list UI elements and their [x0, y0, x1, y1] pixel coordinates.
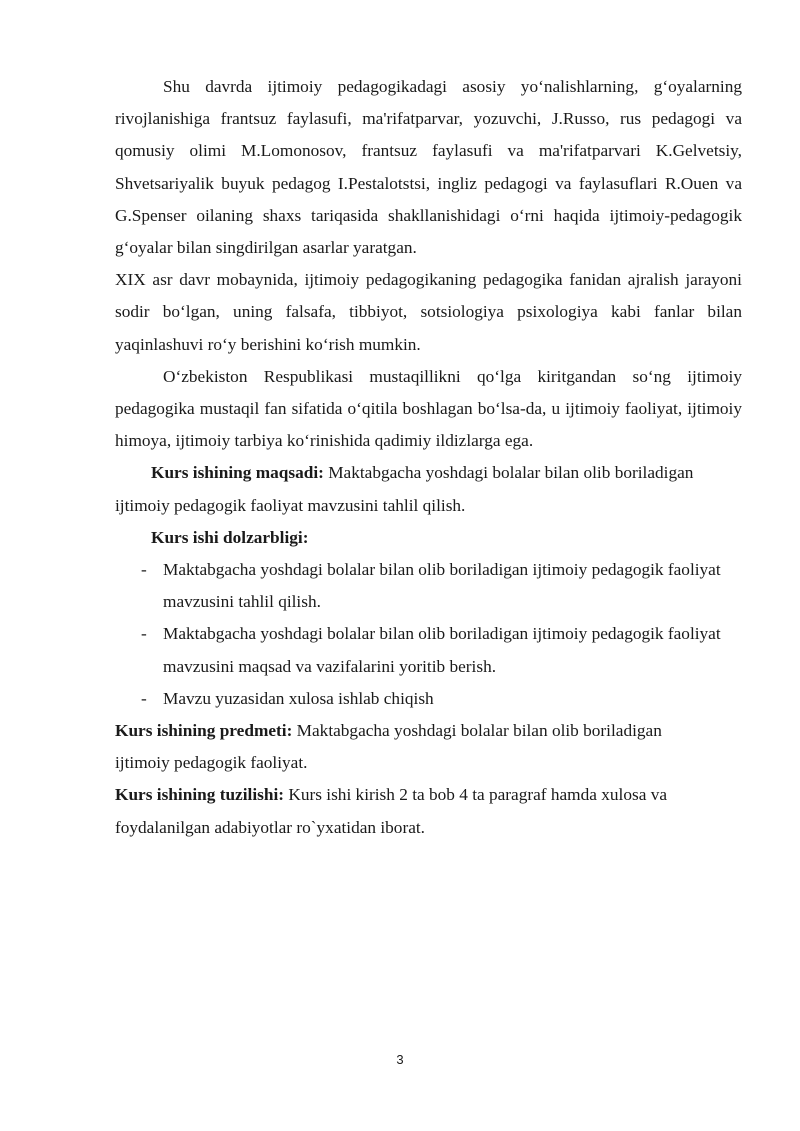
paragraph-history-thinkers: Shu davrda ijtimoiy pedagogikadagi asosiy yo‘nalishlarning, g‘oyalarning rivojlanishiga frantsuz faylasufi, ma'rifatparvar, yozuvchi, J.Russo, rus pedagogi va qomusiy olimi M.Lomonosov, frantsuz faylasufi va ma'rifatparvari K.Gelvetsiy, Shvetsariyalik buyuk pedagog I.Pestalotstsi, ingliz pedagogi va faylasuflari R.Ouen va G.Spenser oilaning shaxs tariqasida shakllanishidagi o‘rni haqida ijtimoiy-pedagogik g‘oyalar bilan singdirilgan asarlar yaratgan. — [115, 77, 742, 258]
course-subject-text: Maktabgacha yoshdagi bolalar bilan olib boriladigan ijtimoiy pedagogik faoliyat. — [115, 721, 662, 773]
course-structure-label: Kurs ishining tuzilishi: — [115, 785, 285, 805]
list-item — [115, 683, 723, 715]
list-item-text: Maktabgacha yoshdagi bolalar bilan olib boriladigan ijtimoiy pedagogik faoliyat mavzusini tahlil qilish. — [163, 560, 721, 612]
course-goal-text: Maktabgacha yoshdagi bolalar bilan olib boriladigan ijtimoiy pedagogik faoliyat mavzusini tahlil qilish. — [115, 463, 694, 515]
list-dash: - — [141, 560, 147, 580]
page-number: 3 — [396, 1052, 404, 1067]
course-relevance-heading: Kurs ishi dolzarbligi: — [151, 527, 309, 547]
course-subject-label: Kurs ishining predmeti: — [115, 721, 293, 741]
paragraph-course-structure — [115, 779, 720, 843]
list-item — [115, 618, 723, 682]
course-structure-text: Kurs ishi kirish 2 ta bob 4 ta paragraf hamda xulosa va foydalanilgan adabiyotlar ro`yxatidan iborat. — [115, 785, 668, 837]
list-item-text: Maktabgacha yoshdagi bolalar bilan olib boriladigan ijtimoiy pedagogik faoliyat mavzusini maqsad va vazifalarini yoritib berish. — [163, 624, 721, 676]
paragraph-uzbekistan: O‘zbekiston Respublikasi mustaqillikni qo‘lga kiritgandan so‘ng ijtimoiy pedagogika mustaqil fan sifatida o‘qitila boshlagan bo‘lsa-da, u ijtimoiy faoliyat, ijtimoiy himoya, ijtimoiy tarbiya ko‘rinishida qadimiy ildizlarga ega. — [115, 366, 742, 451]
paragraph-xix-century: XIX asr davr mobaynida, ijtimoiy pedagogikaning pedagogika fanidan ajralish jarayoni sodir bo‘lgan, uning falsafa, tibbiyot, sotsiologiya psixologiya kabi fanlar bilan yaqinlashuvi ro‘y berishini ko‘rish mumkin. — [115, 270, 742, 354]
paragraph-course-goal — [115, 457, 742, 521]
paragraph-course-subject — [115, 715, 715, 779]
list-item-text: Mavzu yuzasidan xulosa ishlab chiqish — [163, 688, 434, 708]
course-goal-label: Kurs ishining maqsadi: — [151, 463, 324, 483]
document-page — [115, 71, 742, 844]
list-dash: - — [141, 624, 147, 644]
list-dash: - — [141, 688, 147, 708]
relevance-list — [115, 554, 742, 715]
list-item — [115, 554, 723, 618]
